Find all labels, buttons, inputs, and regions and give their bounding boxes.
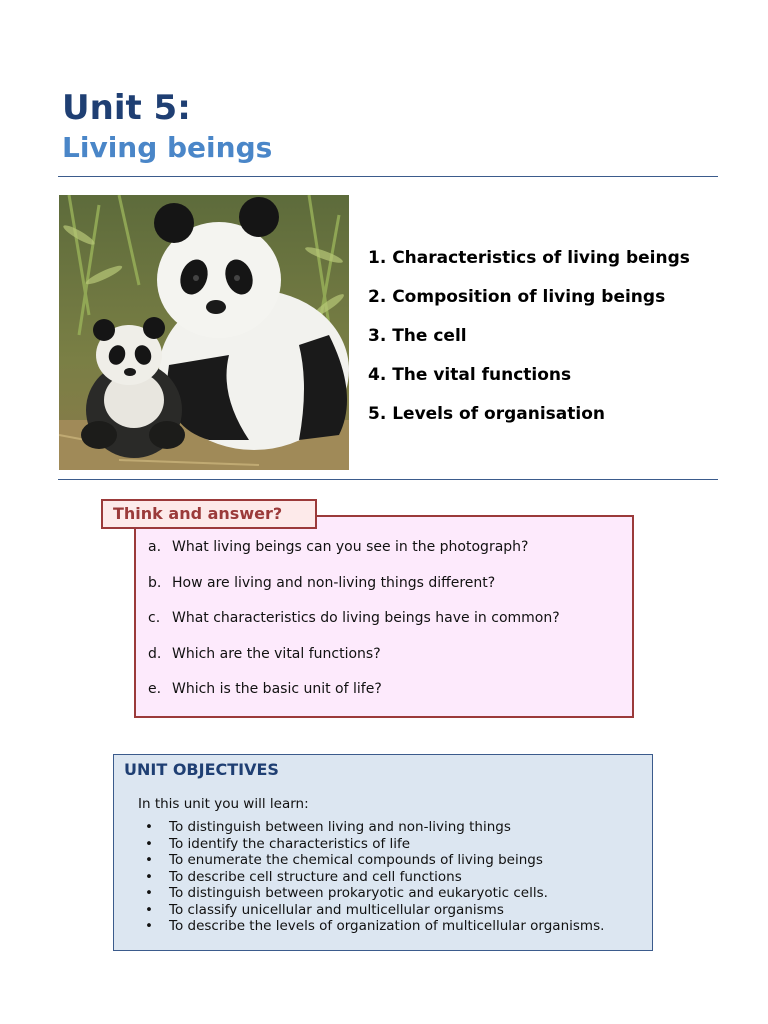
question-text: What characteristics do living beings have in common? (172, 610, 560, 626)
objectives-list (145, 819, 604, 935)
bullet-icon: • (145, 819, 153, 835)
unit-title: Living beings (62, 131, 273, 164)
question-text: Which is the basic unit of life? (172, 681, 382, 697)
question-item (148, 572, 560, 608)
objective-text: To describe the levels of organization of multicellular organisms. (169, 918, 605, 934)
objective-item (145, 885, 604, 902)
objective-item (145, 918, 604, 935)
objective-text: To distinguish between living and non-living things (169, 819, 511, 835)
unit-number: Unit 5: (62, 88, 191, 128)
question-letter: d. (148, 645, 162, 662)
objective-text: To distinguish between prokaryotic and eukaryotic cells. (169, 885, 548, 901)
objective-text: To enumerate the chemical compounds of living beings (169, 852, 543, 868)
objective-item (145, 852, 604, 869)
question-item (148, 643, 560, 679)
question-text: What living beings can you see in the photograph? (172, 539, 529, 555)
contents-item: 1. Characteristics of living beings (368, 248, 690, 268)
panda-illustration (59, 195, 349, 470)
objective-text: To identify the characteristics of life (169, 835, 411, 852)
bullet-icon: • (145, 852, 153, 868)
question-letter: e. (148, 681, 162, 697)
objective-item (145, 902, 604, 919)
header-divider (58, 176, 718, 177)
contents-item: 2. Composition of living beings (368, 287, 666, 307)
panda-photo (59, 195, 349, 470)
question-letter: a. (148, 539, 162, 555)
question-letter: c. (148, 610, 161, 626)
objectives-heading: UNIT OBJECTIVES (124, 760, 279, 779)
question-item (148, 536, 560, 572)
objective-item (145, 869, 604, 886)
bullet-icon: • (145, 868, 153, 885)
question-item (148, 678, 560, 714)
bullet-icon: • (145, 901, 153, 918)
bullet-icon: • (145, 835, 153, 852)
objective-item (145, 836, 604, 853)
objective-text: To classify unicellular and multicellular organisms (169, 901, 504, 918)
question-text: Which are the vital functions? (172, 645, 381, 662)
question-letter: b. (148, 574, 162, 591)
contents-item: 4. The vital functions (368, 365, 572, 385)
question-text: How are living and non-living things different? (172, 574, 496, 591)
bullet-icon: • (145, 885, 153, 901)
bullet-icon: • (145, 918, 153, 934)
questions-list (148, 536, 560, 714)
contents-item: 3. The cell (368, 326, 467, 346)
contents-list (368, 244, 690, 439)
contents-item: 5. Levels of organisation (368, 404, 605, 424)
objective-item (145, 819, 604, 836)
question-item (148, 607, 560, 643)
section-divider (58, 479, 718, 480)
think-and-answer-heading: Think and answer? (101, 499, 317, 529)
objectives-intro: In this unit you will learn: (138, 796, 309, 812)
objective-text: To describe cell structure and cell functions (169, 868, 462, 885)
